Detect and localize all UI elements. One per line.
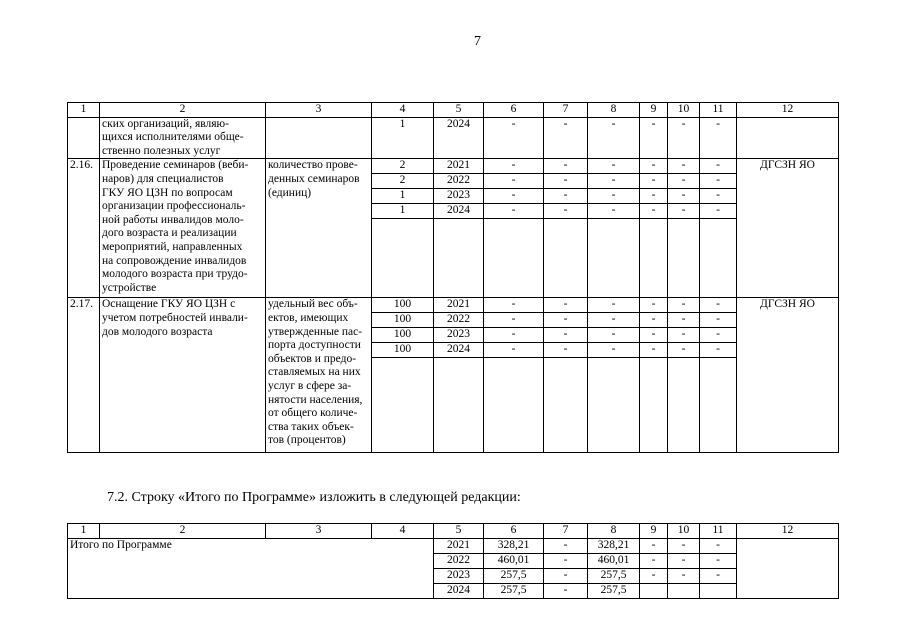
cell-c6: 460,01 <box>484 553 544 568</box>
cell-desc: ских организаций, являю- щихся исполнителями обще- ственно полезных услуг <box>100 117 266 159</box>
cell-dash: - <box>700 117 737 159</box>
cell-dash: - <box>700 313 737 328</box>
cell-year: 2023 <box>434 568 484 583</box>
cell-c7: - <box>544 583 588 598</box>
cell-year: 2022 <box>434 553 484 568</box>
cell-resp: ДГСЗН ЯО <box>737 159 839 298</box>
cell-indicator: удельный вес объ- ектов, имеющих утвержденные пас- порта доступности объектов и предо- ставляемых на них услуг в сфере за- нятости населения, от общего количе- ства таких объек- тов (процентов) <box>266 298 372 453</box>
cell-value: 2 <box>372 159 434 174</box>
header-cell: 3 <box>266 103 372 118</box>
cell-empty <box>588 219 640 298</box>
cell-dash: - <box>700 343 737 358</box>
cell-empty <box>700 358 737 453</box>
cell-indicator <box>266 117 372 159</box>
cell-dash: - <box>484 174 544 189</box>
header-cell: 5 <box>434 103 484 118</box>
header-row <box>68 524 839 539</box>
cell-year: 2024 <box>434 204 484 219</box>
cell-dash: - <box>544 117 588 159</box>
cell-empty <box>372 219 434 298</box>
cell-dash: - <box>640 189 668 204</box>
total-row <box>68 538 839 553</box>
cell-dash: - <box>544 159 588 174</box>
cell-dash: - <box>484 189 544 204</box>
cell-dash: - <box>668 174 700 189</box>
cell-num <box>68 117 100 159</box>
cell-dash: - <box>588 189 640 204</box>
header-cell: 7 <box>544 524 588 539</box>
header-cell: 2 <box>100 524 266 539</box>
cell-indicator: количество прове- денных семинаров (единиц) <box>266 159 372 298</box>
cell-resp: ДГСЗН ЯО <box>737 298 839 453</box>
header-cell: 2 <box>100 103 266 118</box>
header-cell: 6 <box>484 103 544 118</box>
cell-empty <box>668 219 700 298</box>
cell-dash: - <box>700 204 737 219</box>
cell-empty <box>640 219 668 298</box>
cell-dash: - <box>484 328 544 343</box>
cell-empty <box>484 219 544 298</box>
program-table <box>67 102 839 453</box>
cell-value: 1 <box>372 204 434 219</box>
cell-dash: - <box>640 159 668 174</box>
cell-dash: - <box>640 343 668 358</box>
header-cell: 6 <box>484 524 544 539</box>
cell-value: 100 <box>372 343 434 358</box>
row-2-16 <box>68 159 839 174</box>
cell-year: 2021 <box>434 159 484 174</box>
header-row <box>68 103 839 118</box>
cell-dash: - <box>544 189 588 204</box>
cell-empty <box>434 219 484 298</box>
cell-dash: - <box>700 189 737 204</box>
cell-dash: - <box>640 328 668 343</box>
cell-dash: - <box>640 174 668 189</box>
cell-dash: - <box>640 117 668 159</box>
cell-year: 2022 <box>434 313 484 328</box>
cell-c8: 257,5 <box>588 583 640 598</box>
cell-dash: - <box>668 298 700 313</box>
cell-value: 100 <box>372 298 434 313</box>
cell-dash: - <box>484 343 544 358</box>
continuation-row <box>68 117 839 159</box>
total-table <box>67 523 839 599</box>
cell-dash: - <box>588 159 640 174</box>
header-cell: 4 <box>372 103 434 118</box>
header-cell: 12 <box>737 524 839 539</box>
cell-resp <box>737 117 839 159</box>
cell-dash: - <box>668 313 700 328</box>
cell-empty <box>668 358 700 453</box>
page-number: 7 <box>474 34 481 49</box>
cell-dash: - <box>588 313 640 328</box>
paragraph-7-2: 7.2. Строку «Итого по Программе» изложить в следующей редакции: <box>107 490 521 505</box>
cell-c10: - <box>668 538 700 553</box>
cell-year: 2023 <box>434 328 484 343</box>
header-cell: 10 <box>668 103 700 118</box>
header-cell: 8 <box>588 103 640 118</box>
cell-empty <box>700 219 737 298</box>
header-cell: 10 <box>668 524 700 539</box>
cell-c11: - <box>700 553 737 568</box>
cell-value: 1 <box>372 189 434 204</box>
cell-dash: - <box>640 204 668 219</box>
cell-dash: - <box>588 117 640 159</box>
cell-dash: - <box>484 313 544 328</box>
cell-dash: - <box>484 159 544 174</box>
cell-year: 2022 <box>434 174 484 189</box>
cell-empty <box>434 358 484 453</box>
cell-dash: - <box>588 343 640 358</box>
cell-c6: 257,5 <box>484 583 544 598</box>
cell-dash: - <box>544 343 588 358</box>
cell-dash: - <box>700 174 737 189</box>
cell-dash: - <box>700 298 737 313</box>
cell-dash: - <box>544 313 588 328</box>
cell-c8: 257,5 <box>588 568 640 583</box>
cell-dash: - <box>640 313 668 328</box>
cell-dash: - <box>544 298 588 313</box>
cell-value: 1 <box>372 117 434 159</box>
cell-year: 2024 <box>434 117 484 159</box>
cell-c6: 257,5 <box>484 568 544 583</box>
cell-empty <box>640 358 668 453</box>
cell-dash: - <box>700 328 737 343</box>
cell-dash: - <box>544 328 588 343</box>
cell-dash: - <box>588 328 640 343</box>
cell-c7: - <box>544 568 588 583</box>
cell-dash: - <box>668 343 700 358</box>
cell-dash: - <box>484 298 544 313</box>
cell-dash: - <box>588 174 640 189</box>
cell-dash: - <box>588 298 640 313</box>
cell-desc: Оснащение ГКУ ЯО ЦЗН с учетом потребностей инвали- дов молодого возраста <box>100 298 266 453</box>
cell-empty <box>544 219 588 298</box>
cell-value: 2 <box>372 174 434 189</box>
header-cell: 8 <box>588 524 640 539</box>
cell-desc: Проведение семинаров (веби- наров) для специалистов ГКУ ЯО ЦЗН по вопросам организации профессиональ- ной работы инвалидов моло- дого возраста и реализации мероприятий, направленных на сопровождение инвалидов молодого возраста при трудо- устройстве <box>100 159 266 298</box>
cell-value: 100 <box>372 328 434 343</box>
cell-num: 2.16. <box>68 159 100 298</box>
cell-dash: - <box>588 204 640 219</box>
cell-c9 <box>640 583 668 598</box>
total-label: Итого по Программе <box>68 538 434 598</box>
cell-c9: - <box>640 568 668 583</box>
cell-year: 2023 <box>434 189 484 204</box>
header-cell: 5 <box>434 524 484 539</box>
cell-c10: - <box>668 553 700 568</box>
cell-c11 <box>700 583 737 598</box>
cell-c8: 328,21 <box>588 538 640 553</box>
cell-dash: - <box>484 204 544 219</box>
cell-year: 2024 <box>434 343 484 358</box>
cell-empty <box>544 358 588 453</box>
header-cell: 12 <box>737 103 839 118</box>
header-cell: 4 <box>372 524 434 539</box>
header-cell: 11 <box>700 524 737 539</box>
cell-dash: - <box>668 189 700 204</box>
header-cell: 9 <box>640 524 668 539</box>
cell-empty <box>588 358 640 453</box>
cell-dash: - <box>544 204 588 219</box>
cell-dash: - <box>668 204 700 219</box>
cell-dash: - <box>484 117 544 159</box>
cell-resp <box>737 538 839 598</box>
row-2-17 <box>68 298 839 313</box>
header-cell: 11 <box>700 103 737 118</box>
cell-year: 2024 <box>434 583 484 598</box>
cell-c9: - <box>640 553 668 568</box>
cell-c8: 460,01 <box>588 553 640 568</box>
cell-dash: - <box>700 159 737 174</box>
cell-year: 2021 <box>434 538 484 553</box>
cell-c9: - <box>640 538 668 553</box>
header-cell: 3 <box>266 524 372 539</box>
cell-c10: - <box>668 568 700 583</box>
cell-c10 <box>668 583 700 598</box>
cell-empty <box>484 358 544 453</box>
cell-year: 2021 <box>434 298 484 313</box>
cell-c11: - <box>700 538 737 553</box>
header-cell: 9 <box>640 103 668 118</box>
cell-dash: - <box>668 117 700 159</box>
cell-dash: - <box>668 159 700 174</box>
cell-c6: 328,21 <box>484 538 544 553</box>
header-cell: 1 <box>68 524 100 539</box>
cell-empty <box>372 358 434 453</box>
cell-dash: - <box>668 328 700 343</box>
cell-c7: - <box>544 553 588 568</box>
cell-dash: - <box>640 298 668 313</box>
cell-value: 100 <box>372 313 434 328</box>
cell-dash: - <box>544 174 588 189</box>
cell-c11: - <box>700 568 737 583</box>
cell-num: 2.17. <box>68 298 100 453</box>
cell-c7: - <box>544 538 588 553</box>
header-cell: 7 <box>544 103 588 118</box>
header-cell: 1 <box>68 103 100 118</box>
